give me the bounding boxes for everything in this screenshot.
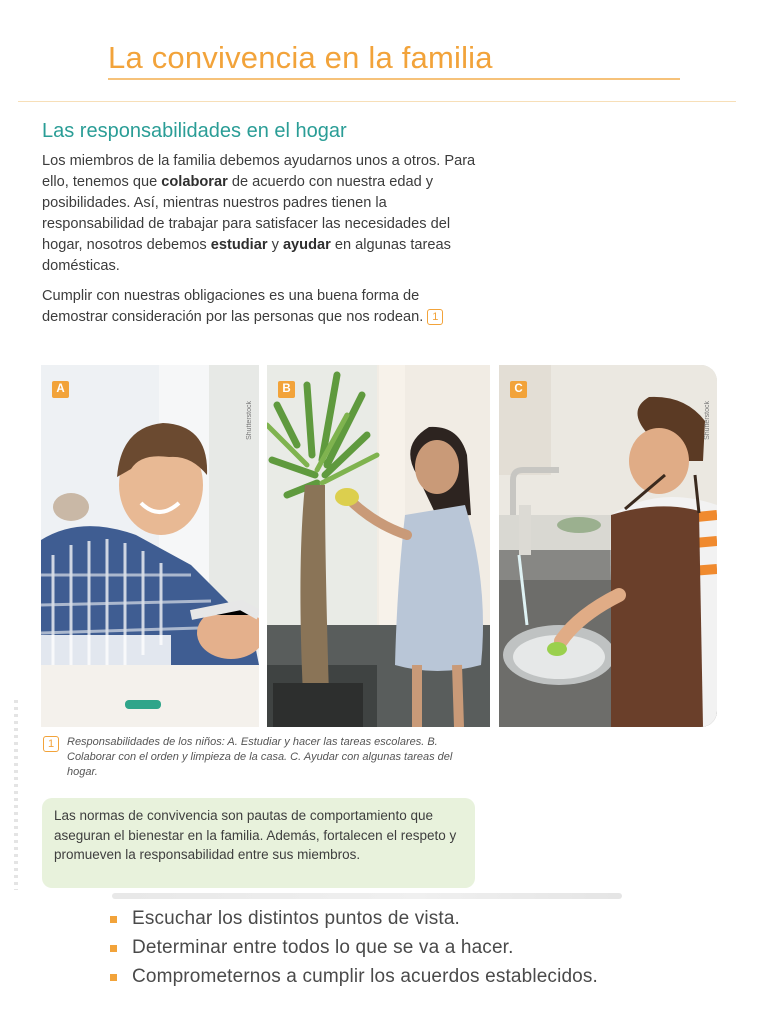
info-note-box: Las normas de convivencia son pautas de comportamiento que aseguran el bienestar en la familia. Además, fortalecen el respeto y promueven la responsabilidad entre sus miembros. xyxy=(42,798,475,888)
intro-text-3: y xyxy=(267,237,283,253)
intro-text-4: en algunas tareas domésticas. xyxy=(42,237,451,274)
intro-text-2: de acuerdo con nuestra edad y posibilidades. Así, mientras nuestros padres tienen la responsabilidad de trabajar para satisfacer las necesidades del hogar, nosotros debemos xyxy=(42,174,451,253)
keyword-estudiar: estudiar xyxy=(210,237,268,253)
photo-b-tag: B xyxy=(278,381,295,398)
list-item-text: Determinar entre todos lo que se va a hacer. xyxy=(132,937,514,958)
section-heading: Las responsabilidades en el hogar xyxy=(42,120,347,142)
header-divider xyxy=(18,101,736,102)
photo-c-illustration xyxy=(499,365,717,727)
list-item xyxy=(110,904,598,933)
list-item-text: Escuchar los distintos puntos de vista. xyxy=(132,908,460,929)
margin-copyright-strip xyxy=(14,700,18,890)
faded-bleedthrough-line xyxy=(112,893,622,899)
photo-strip xyxy=(41,365,717,727)
second-paragraph-text: Cumplir con nuestras obligaciones es una buena forma de demostrar consideración por las personas que nos rodean. xyxy=(42,288,424,325)
photo-a-credit: Shutterstock xyxy=(246,401,253,440)
photo-b-illustration xyxy=(267,365,490,727)
photo-a-tag: A xyxy=(52,381,69,398)
keyword-ayudar: ayudar xyxy=(282,237,331,253)
figure-reference-badge: 1 xyxy=(427,309,443,325)
bullet-list xyxy=(110,904,598,991)
second-paragraph xyxy=(42,286,482,328)
photo-b-girl-with-plant xyxy=(267,365,490,727)
keyword-colaborar: colaborar xyxy=(161,174,228,190)
photo-c-credit: Shutterstock xyxy=(704,401,711,440)
figure-caption: Responsabilidades de los niños: A. Estudiar y hacer las tareas escolares. B. Colaborar con el orden y limpieza de la casa. C. Ayudar con algunas tareas del hogar. xyxy=(67,736,453,778)
list-item xyxy=(110,933,598,962)
caption-number-badge: 1 xyxy=(43,736,59,752)
list-item-text: Comprometernos a cumplir los acuerdos establecidos. xyxy=(132,966,598,987)
page-title: La convivencia en la familia xyxy=(108,40,493,75)
intro-paragraph xyxy=(42,151,482,277)
photo-c-tag: C xyxy=(510,381,527,398)
intro-text-1: Los miembros de la familia debemos ayudarnos unos a otros. Para ello, tenemos que xyxy=(42,153,476,190)
photo-a-illustration xyxy=(41,365,259,727)
bullet-square-icon xyxy=(110,974,117,981)
bullet-square-icon xyxy=(110,945,117,952)
title-underline xyxy=(108,78,680,80)
photo-c-boy-washing-dishes xyxy=(499,365,717,727)
list-item xyxy=(110,962,598,991)
photo-a-boy-studying xyxy=(41,365,259,727)
bullet-square-icon xyxy=(110,916,117,923)
